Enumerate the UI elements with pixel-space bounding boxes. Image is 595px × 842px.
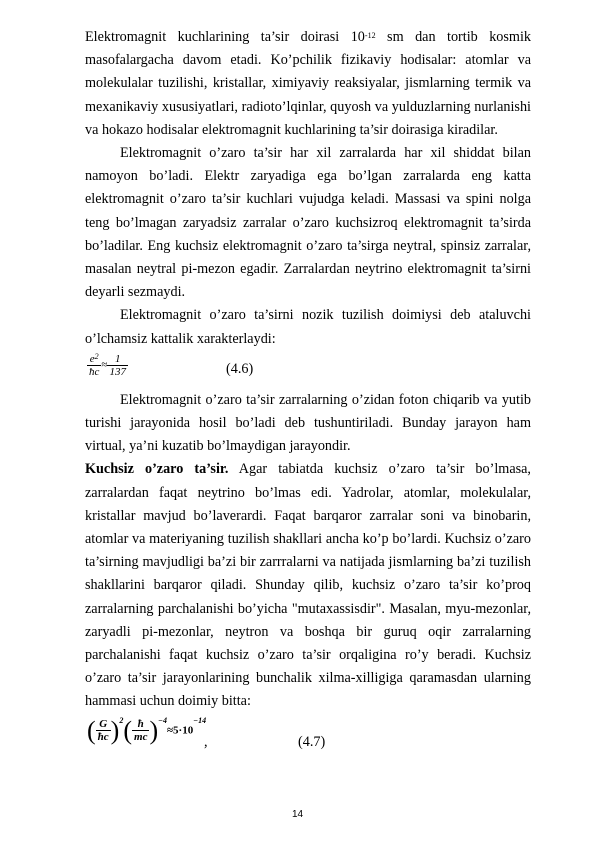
paragraph-3: Elektromagnit o’zaro ta’sirni nozik tuzilish doimiysi deb ataluvchi o’lchamsiz kattalik xarakterlaydi: [85,307,531,347]
exponent: -12 [364,31,376,40]
equation-number: (4.7) [298,733,326,750]
section-term: Kuchsiz o’zaro ta’sir. [85,461,229,478]
document-body [85,26,531,762]
comma: , [204,733,208,750]
page-number: 14 [291,809,304,820]
paragraph-1: Elektromagnit kuchlarining ta’sir doirasi $10^{-12}$ sm dan tortib kosmik masofalargacha davom etadi. Ko’pchilik fizikaviy hodisalar: atomlar va molekulalar tuzilishi, kristallar, ximiyaviy reaksiyalar, jismlarning termik va mexanikaviy xususiyatlari, radioto’lqinlar, quyosh va yulduzlarning nurlanishi va hokazo hodisalar elektromagnit kuchlarining ta’sir doirasiga kiradilar. [85,29,531,138]
formula-4-6: $\frac{e^2}{ħc}$ ≈ $\frac{1}{137}$ [89,351,126,378]
formula-4-7: ( $\frac{G}{ħc}$ )$^2$( $\frac{ħ}{mc}$ )$^{-4}\approx 5\cdot 10^{-14}$ [87,715,207,745]
equation-number: (4.6) [226,360,254,377]
fraction-e2-hc: $\frac{e^2}{ħc}$ [89,351,100,378]
formula-fine-structure [85,351,531,389]
fraction-1-137: $\frac{1}{137}$ [109,352,126,378]
paragraph-5: Kuchsiz o’zaro ta’sir. Agar tabiatda kuchsiz o’zaro ta’sir bo’lmasa, zarralardan faqat neytrino bo’lmas edi. Yadrolar, atomlar, molekulalar, kristallar mavjud bo’laverardi. Faqat barqaror zarralar soni va binobarin, atomlar va materiyaning tuzilish shakllari ancha ko’p bo’lardi. Kuchsiz o’zaro ta’sirning mavjudligi ba’zi bir zarrralarni va natijada jismlarning ba’zi tuzilish shakllarini barqaror qiladi. Shunday qilib, kuchsiz o’zaro ta’sir ko’proq zarralarning parchalanishi bo’yicha "mutaxassisdir". Masalan, myu-mezonlar, zaryadli pi-mezonlar, neytron va boshqa bir guruq oqir zarralarning parchalanishi faqat kuchsiz o’zaro ta’sir orqaligina ro’y beradi. Kuchsiz o’zaro ta’sir jarayonlarining bunchalik xilma-xilligiga qaramasdan ularning hammasi uchun doimiy bitta: [85,461,531,710]
paragraph-4: Elektromagnit o’zaro ta’sir zarralarning o’zidan foton chiqarib va yutib turishi jarayonida hosil bo’ladi deb tushuntiriladi. Bunday jarayon ham virtual, ya’ni kuzatib bo’lmaydigan jarayondir. [85,391,531,455]
paragraph-2: Elektromagnit o’zaro ta’sir har xil zarralarda har xil shiddat bilan namoyon bo’ladi. Elektr zaryadiga ega bo’lgan zarralarda eng katta elektromagnit o’zaro ta’sir kuchlari vujudga keladi. Massasi va spini nolga teng bo’lmagan zaryadsiz zarralar o’zaro kuchsizroq elektromagnit ta’sirda bo’ladilar. Eng kuchsiz elektromagnit o’zaro ta’sirga neytral, spinsiz zarralar, masalan neytral pi-mezon egadir. Zarralardan neytrino elektromagnit ta’sirni deyarli sezmaydi. [85,145,531,301]
formula-weak-constant [85,714,531,762]
